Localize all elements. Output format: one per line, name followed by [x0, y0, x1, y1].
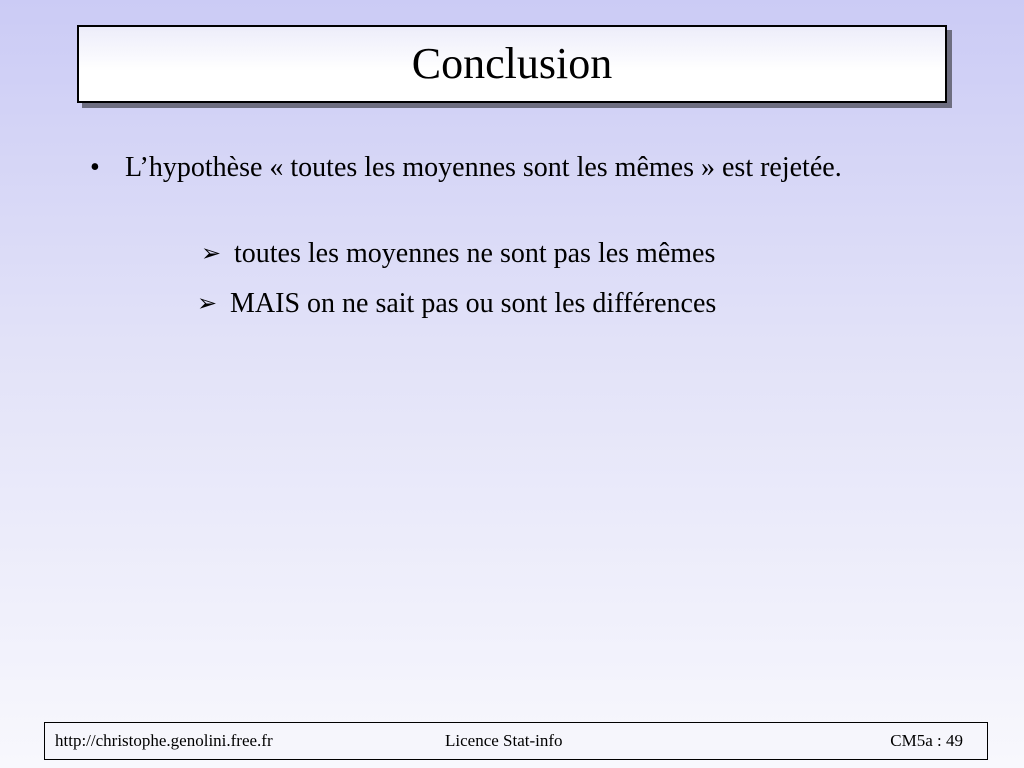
- footer-course: Licence Stat-info: [445, 731, 563, 750]
- slide-title: Conclusion: [411, 39, 613, 88]
- bullet-text: L’hypothèse « toutes les moyennes sont les mêmes » est rejetée.: [125, 152, 842, 183]
- sub-item-text: toutes les moyennes ne sont pas les mêmes: [234, 238, 716, 269]
- sub-item-text: MAIS on ne sait pas ou sont les différences: [230, 288, 717, 319]
- sub-item: [196, 286, 716, 322]
- arrow-bullet-icon: ➢: [196, 291, 218, 317]
- bullet-marker: •: [90, 152, 100, 183]
- footer-url: http://christophe.genolini.free.fr: [55, 731, 273, 750]
- footer-page-number: CM5a : 49: [890, 731, 963, 750]
- slide-footer: [44, 722, 988, 760]
- sub-item: [200, 236, 715, 272]
- arrow-bullet-icon: ➢: [200, 241, 222, 267]
- bullet-item: [90, 147, 910, 189]
